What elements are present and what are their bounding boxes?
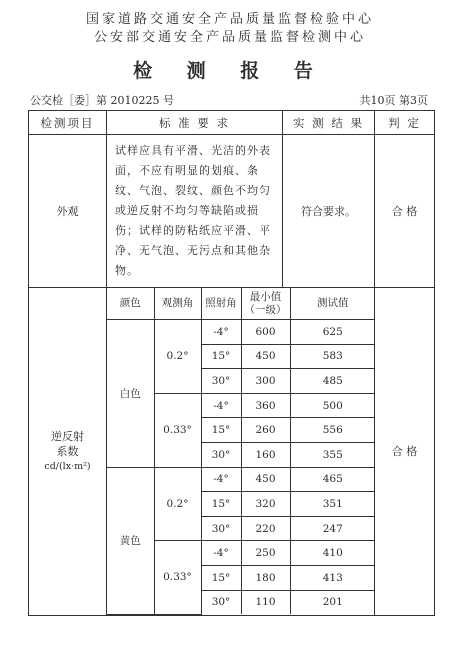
test-value: 355 [290,442,375,467]
entrance-angle: -4° [201,541,241,566]
appearance-item: 外观 [29,135,107,288]
subheader-color: 颜色 [107,288,154,320]
subheader-minimum-line2: （一级） [244,303,287,316]
retro-judgment: 合 格 [375,288,435,616]
report-table [28,110,435,616]
minimum-value: 320 [241,492,290,517]
test-value: 556 [290,418,375,443]
test-value: 485 [290,369,375,394]
minimum-value: 260 [241,418,290,443]
table-row [107,467,375,492]
color-yellow: 黄色 [107,467,154,614]
entrance-angle: -4° [201,467,241,492]
table-row [107,320,375,345]
entrance-angle: 15° [201,565,241,590]
test-value: 413 [290,565,375,590]
observation-angle: 0.33° [154,393,201,467]
appearance-result: 符合要求。 [283,135,375,288]
test-value: 351 [290,492,375,517]
test-value: 583 [290,344,375,369]
entrance-angle: 30° [201,369,241,394]
test-value: 247 [290,516,375,541]
test-value: 625 [290,320,375,345]
minimum-value: 110 [241,590,290,614]
entrance-angle: 15° [201,492,241,517]
retro-subtable-cell [107,288,375,616]
page-info: 共10页 第3页 [359,94,428,107]
entrance-angle: 30° [201,516,241,541]
subheader-observation-angle: 观测角 [154,288,201,320]
retro-item [29,288,107,616]
report-title: 检 测 报 告 [133,60,327,82]
org-name-line2: 公安部交通安全产品质量监督检测中心 [93,30,366,45]
minimum-value: 250 [241,541,290,566]
retro-item-line2: 系数 [56,444,79,458]
retro-subtable [107,288,375,615]
table-header-row [29,111,435,135]
observation-angle: 0.2° [154,320,201,394]
subheader-minimum [241,288,290,320]
retro-subheader-row [107,288,375,320]
minimum-value: 450 [241,467,290,492]
header-item: 检测项目 [29,111,107,135]
subheader-test-value: 测试值 [290,288,375,320]
test-value: 410 [290,541,375,566]
test-value: 201 [290,590,375,614]
observation-angle: 0.2° [154,467,201,541]
org-name-line1: 国家道路交通安全产品质量监督检验中心 [85,12,374,27]
entrance-angle: 30° [201,442,241,467]
minimum-value: 360 [241,393,290,418]
minimum-value: 450 [241,344,290,369]
minimum-value: 160 [241,442,290,467]
subheader-minimum-line1: 最小值 [249,290,282,303]
minimum-value: 180 [241,565,290,590]
entrance-angle: -4° [201,393,241,418]
retro-item-line1: 逆反射 [51,429,84,443]
minimum-value: 220 [241,516,290,541]
header-result: 实 测 结 果 [283,111,375,135]
subheader-entrance-angle: 照射角 [201,288,241,320]
entrance-angle: 15° [201,344,241,369]
appearance-row [29,135,435,288]
retro-item-unit: cd/(lx·m²) [44,460,91,472]
color-white: 白色 [107,320,154,468]
entrance-angle: -4° [201,320,241,345]
report-reference-number: 公交检［委］第 2010225 号 [30,94,174,107]
retro-row [29,288,435,616]
observation-angle: 0.33° [154,541,201,614]
test-value: 465 [290,467,375,492]
test-value: 500 [290,393,375,418]
minimum-value: 300 [241,369,290,394]
entrance-angle: 30° [201,590,241,614]
header-requirement: 标 准 要 求 [107,111,283,135]
header-judgment: 判 定 [375,111,435,135]
appearance-requirement: 试样应具有平滑、光洁的外表面，不应有明显的划痕、条纹、气泡、裂纹、颜色不均匀或逆反射不均匀等缺陷或损伤；试样的防粘纸应平滑、平净、无气泡、无污点和其他杂物。 [107,135,283,288]
minimum-value: 600 [241,320,290,345]
appearance-judgment: 合 格 [375,135,435,288]
entrance-angle: 15° [201,418,241,443]
